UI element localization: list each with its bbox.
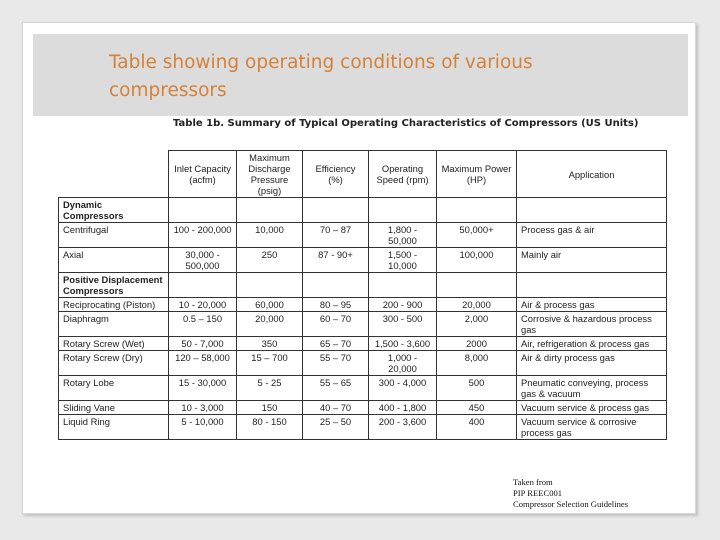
cell-application: Mainly air <box>517 248 667 273</box>
cell-capacity: 10 - 20,000 <box>169 298 237 312</box>
cell-application: Air & process gas <box>517 298 667 312</box>
cell-capacity: 30,000 - 500,000 <box>169 248 237 273</box>
cell-capacity: 0.5 – 150 <box>169 312 237 337</box>
compressor-name: Reciprocating (Piston) <box>59 298 169 312</box>
section-empty-cell <box>169 273 237 298</box>
compressor-name: Sliding Vane <box>59 401 169 415</box>
compressor-name: Rotary Screw (Dry) <box>59 351 169 376</box>
header-blank <box>59 151 169 198</box>
source-note-line1: Taken from <box>513 477 553 487</box>
header-power: Maximum Power (HP) <box>437 151 517 198</box>
cell-application: Process gas & air <box>517 223 667 248</box>
cell-efficiency: 55 – 65 <box>303 376 369 401</box>
table-row <box>59 401 667 415</box>
header-speed: Operating Speed (rpm) <box>369 151 437 198</box>
cell-power: 2000 <box>437 337 517 351</box>
header-efficiency: Efficiency (%) <box>303 151 369 198</box>
cell-speed: 300 - 4,000 <box>369 376 437 401</box>
cell-speed: 1,500 - 3,600 <box>369 337 437 351</box>
cell-application: Pneumatic conveying, process gas & vacuum <box>517 376 667 401</box>
cell-power: 100,000 <box>437 248 517 273</box>
cell-application: Corrosive & hazardous process gas <box>517 312 667 337</box>
cell-efficiency: 70 – 87 <box>303 223 369 248</box>
cell-capacity: 15 - 30,000 <box>169 376 237 401</box>
cell-application: Vacuum service & process gas <box>517 401 667 415</box>
cell-speed: 200 - 900 <box>369 298 437 312</box>
cell-pressure: 15 – 700 <box>237 351 303 376</box>
table-body <box>59 198 667 440</box>
header-pressure: Maximum Discharge Pressure (psig) <box>237 151 303 198</box>
cell-efficiency: 87 - 90+ <box>303 248 369 273</box>
header-application: Application <box>517 151 667 198</box>
compressor-name: Axial <box>59 248 169 273</box>
cell-pressure: 5 - 25 <box>237 376 303 401</box>
cell-pressure: 80 - 150 <box>237 415 303 440</box>
section-empty-cell <box>369 198 437 223</box>
cell-power: 50,000+ <box>437 223 517 248</box>
cell-pressure: 250 <box>237 248 303 273</box>
cell-efficiency: 65 – 70 <box>303 337 369 351</box>
cell-capacity: 120 – 58,000 <box>169 351 237 376</box>
cell-speed: 200 - 3,600 <box>369 415 437 440</box>
cell-power: 450 <box>437 401 517 415</box>
table-row <box>59 223 667 248</box>
cell-application: Air & dirty process gas <box>517 351 667 376</box>
section-empty-cell <box>237 273 303 298</box>
cell-pressure: 20,000 <box>237 312 303 337</box>
cell-pressure: 150 <box>237 401 303 415</box>
compressor-table <box>58 150 667 440</box>
cell-efficiency: 55 – 70 <box>303 351 369 376</box>
cell-speed: 300 - 500 <box>369 312 437 337</box>
cell-speed: 1,500 - 10,000 <box>369 248 437 273</box>
section-empty-cell <box>437 198 517 223</box>
cell-efficiency: 40 – 70 <box>303 401 369 415</box>
section-empty-cell <box>303 273 369 298</box>
table-caption: Table 1b. Summary of Typical Operating Characteristics of Compressors (US Units) <box>173 118 639 129</box>
compressor-name: Centrifugal <box>59 223 169 248</box>
table-row <box>59 312 667 337</box>
slide <box>22 22 696 514</box>
section-label: Positive Displacement Compressors <box>59 273 169 298</box>
header-capacity: Inlet Capacity (acfm) <box>169 151 237 198</box>
cell-speed: 1,800 - 50,000 <box>369 223 437 248</box>
cell-pressure: 60,000 <box>237 298 303 312</box>
cell-capacity: 5 - 10,000 <box>169 415 237 440</box>
section-row <box>59 273 667 298</box>
source-note <box>513 477 628 510</box>
source-note-line2: PIP REEC001 <box>513 488 563 498</box>
compressor-name: Liquid Ring <box>59 415 169 440</box>
section-empty-cell <box>437 273 517 298</box>
table-row <box>59 376 667 401</box>
section-row <box>59 198 667 223</box>
section-empty-cell <box>237 198 303 223</box>
cell-application: Vacuum service & corrosive process gas <box>517 415 667 440</box>
cell-pressure: 350 <box>237 337 303 351</box>
table-row <box>59 337 667 351</box>
cell-power: 500 <box>437 376 517 401</box>
compressor-name: Rotary Lobe <box>59 376 169 401</box>
cell-pressure: 10,000 <box>237 223 303 248</box>
cell-power: 2,000 <box>437 312 517 337</box>
table-row <box>59 415 667 440</box>
cell-speed: 1,000 - 20,000 <box>369 351 437 376</box>
cell-power: 8,000 <box>437 351 517 376</box>
table-row <box>59 351 667 376</box>
section-empty-cell <box>517 198 667 223</box>
cell-power: 400 <box>437 415 517 440</box>
section-empty-cell <box>303 198 369 223</box>
cell-application: Air, refrigeration & process gas <box>517 337 667 351</box>
cell-capacity: 10 - 3,000 <box>169 401 237 415</box>
cell-power: 20,000 <box>437 298 517 312</box>
cell-efficiency: 60 – 70 <box>303 312 369 337</box>
compressor-name: Diaphragm <box>59 312 169 337</box>
cell-efficiency: 80 – 95 <box>303 298 369 312</box>
cell-capacity: 100 - 200,000 <box>169 223 237 248</box>
section-label: Dynamic Compressors <box>59 198 169 223</box>
section-empty-cell <box>369 273 437 298</box>
section-empty-cell <box>517 273 667 298</box>
cell-speed: 400 - 1,800 <box>369 401 437 415</box>
cell-capacity: 50 - 7,000 <box>169 337 237 351</box>
source-note-line3: Compressor Selection Guidelines <box>513 499 629 509</box>
table-row <box>59 248 667 273</box>
cell-efficiency: 25 – 50 <box>303 415 369 440</box>
section-empty-cell <box>169 198 237 223</box>
compressor-name: Rotary Screw (Wet) <box>59 337 169 351</box>
slide-title: Table showing operating conditions of various compressors <box>109 52 533 101</box>
table-row <box>59 298 667 312</box>
